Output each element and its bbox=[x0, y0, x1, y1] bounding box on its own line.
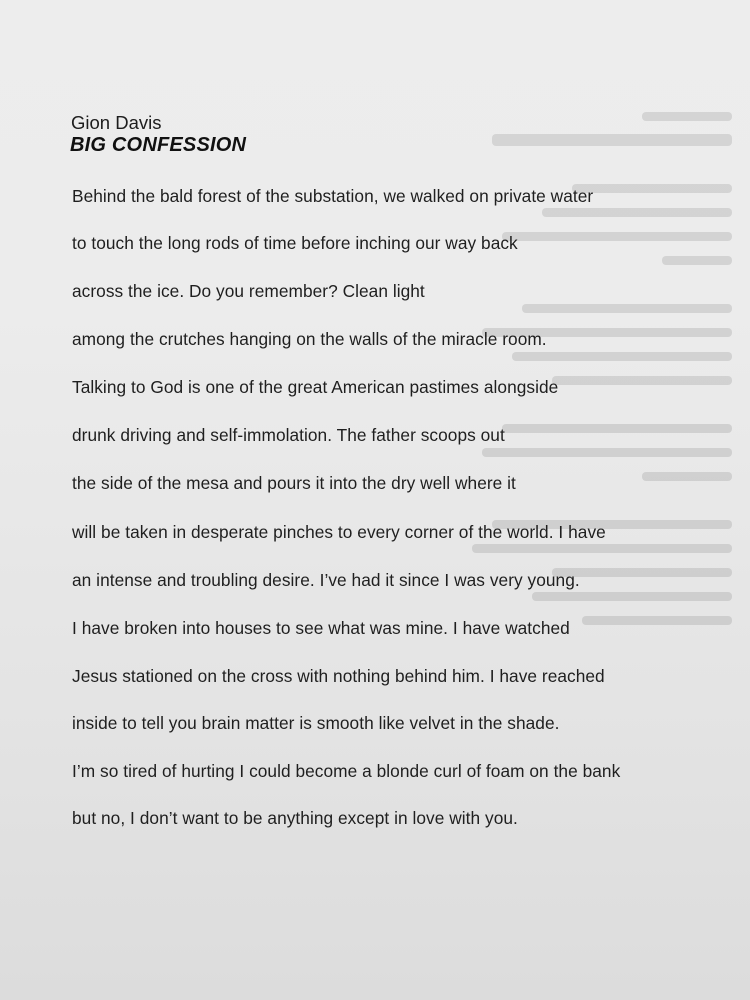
poem-title: BIG CONFESSION bbox=[70, 134, 247, 156]
poem-line: drunk driving and self-immolation. The father scoops out bbox=[72, 425, 505, 445]
poem-line: across the ice. Do you remember? Clean light bbox=[72, 281, 425, 301]
poem-line: an intense and troubling desire. I’ve had it since I was very young. bbox=[72, 570, 580, 590]
poem-line: Talking to God is one of the great American pastimes alongside bbox=[72, 377, 559, 397]
poem-line: the side of the mesa and pours it into the dry well where it bbox=[72, 473, 516, 493]
poem-line: I’m so tired of hurting I could become a blonde curl of foam on the bank bbox=[72, 761, 621, 781]
author-name: Gion Davis bbox=[71, 112, 162, 133]
poem-line: Behind the bald forest of the substation, we walked on private water bbox=[72, 186, 594, 206]
poem-line: will be taken in desperate pinches to every corner of the world. I have bbox=[72, 522, 606, 542]
poem-line: to touch the long rods of time before inching our way back bbox=[72, 233, 518, 253]
poem-line: inside to tell you brain matter is smooth like velvet in the shade. bbox=[72, 713, 560, 733]
poem-line: among the crutches hanging on the walls of the miracle room. bbox=[72, 329, 547, 349]
poem-line: Jesus stationed on the cross with nothing behind him. I have reached bbox=[72, 666, 605, 686]
poem-line: but no, I don’t want to be anything except in love with you. bbox=[72, 808, 518, 828]
poem-line: I have broken into houses to see what was mine. I have watched bbox=[72, 618, 570, 638]
